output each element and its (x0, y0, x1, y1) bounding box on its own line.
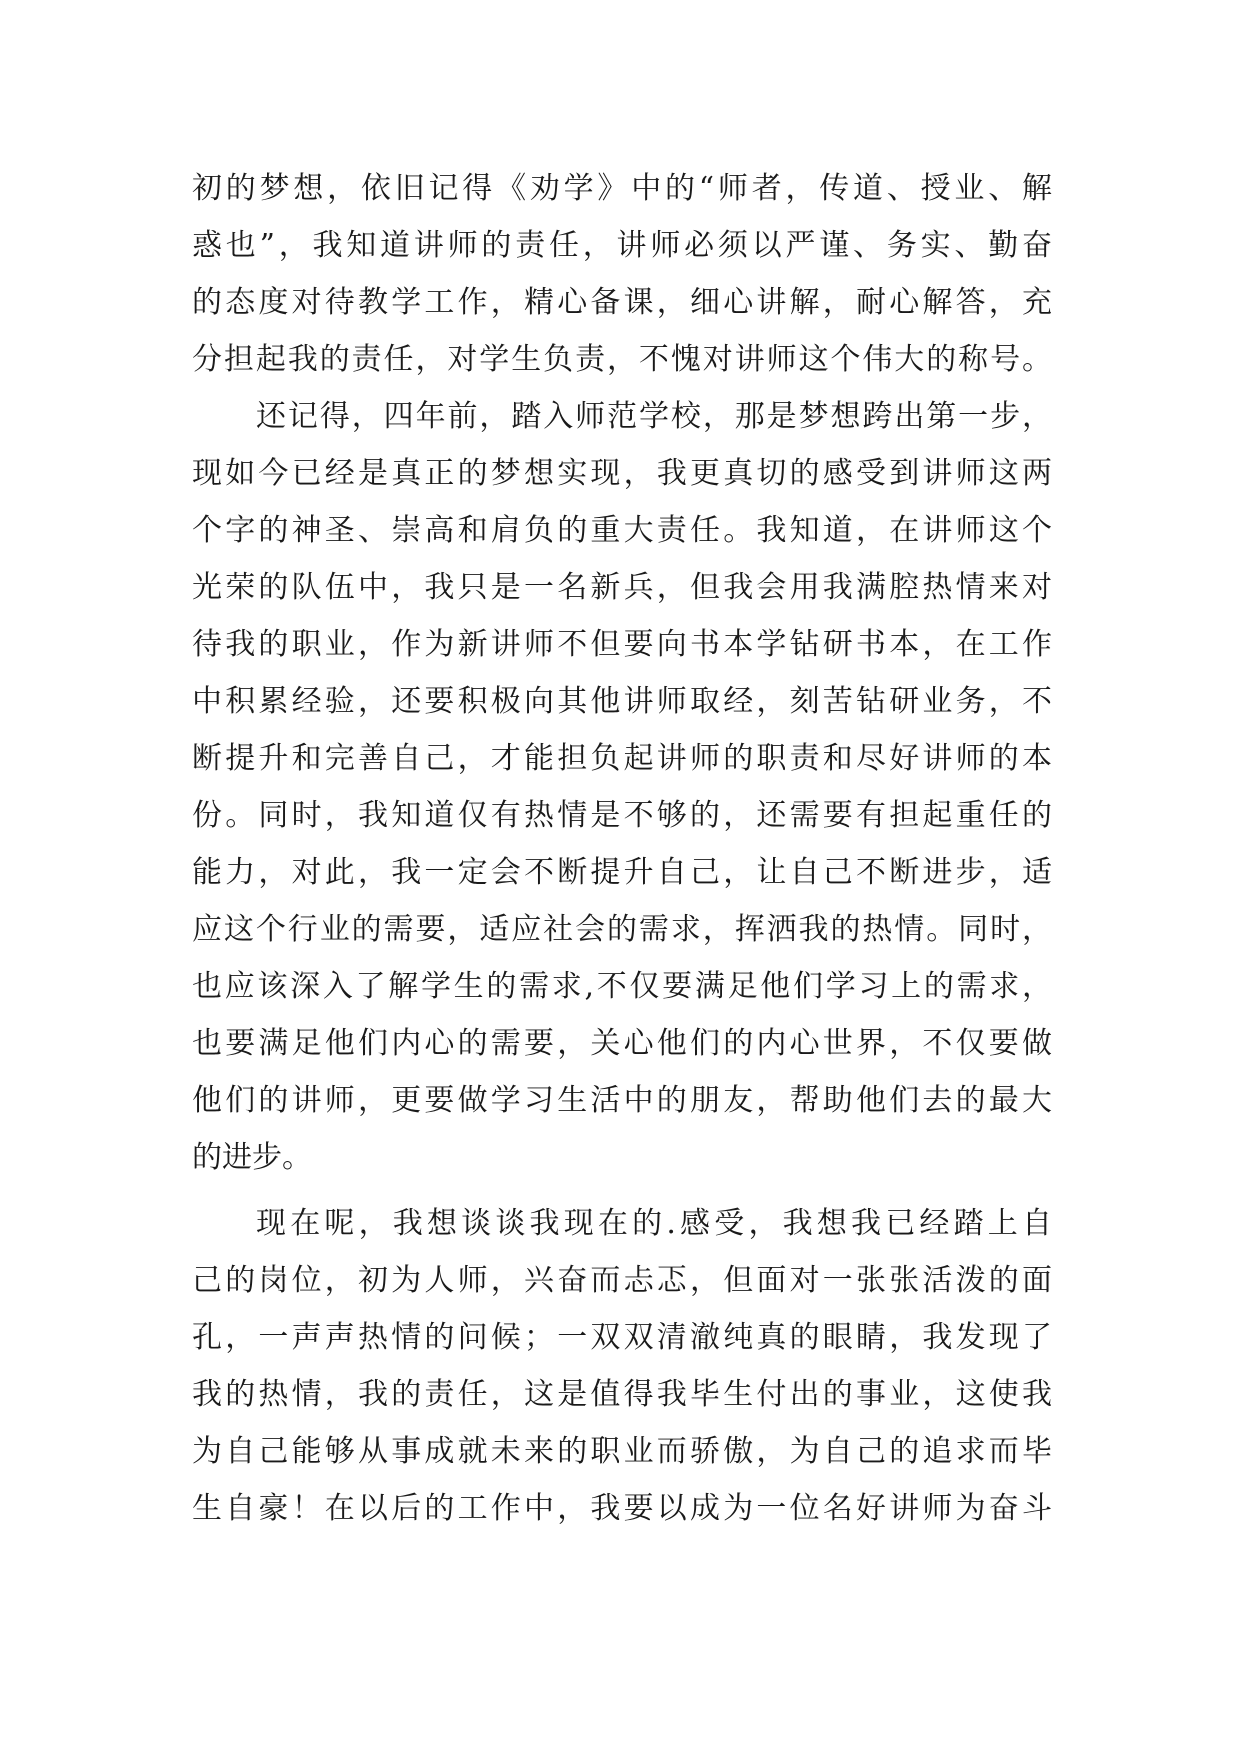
text-line: 分担起我的责任，对学生负责，不愧对讲师这个伟大的称号。 (192, 342, 1052, 377)
text-line: 份。同时，我知道仅有热情是不够的，还需要有担起重任的 (192, 798, 1052, 833)
paragraph-2 (192, 388, 1052, 1186)
text-line: 个字的神圣、崇高和肩负的重大责任。我知道，在讲师这个 (192, 513, 1052, 548)
paragraph-3 (192, 1195, 1052, 1537)
paragraph-1 (192, 160, 1052, 388)
text-line: 能力，对此，我一定会不断提升自己，让自己不断进步，适 (192, 855, 1052, 890)
text-line: 现如今已经是真正的梦想实现，我更真切的感受到讲师这两 (192, 456, 1052, 491)
text-line: 中积累经验，还要积极向其他讲师取经，刻苦钻研业务，不 (192, 684, 1052, 719)
text-line: 为自己能够从事成就未来的职业而骄傲，为自己的追求而毕 (192, 1434, 1052, 1469)
text-line: 还记得，四年前，踏入师范学校，那是梦想跨出第一步， (256, 399, 1052, 434)
text-line: 也应该深入了解学生的需求,不仅要满足他们学习上的需求， (192, 969, 1052, 1004)
text-line: 待我的职业，作为新讲师不但要向书本学钻研书本，在工作 (192, 627, 1052, 662)
text-line: 孔，一声声热情的问候；一双双清澈纯真的眼睛，我发现了 (192, 1320, 1052, 1355)
text-line: 他们的讲师，更要做学习生活中的朋友，帮助他们去的最大 (192, 1083, 1052, 1118)
text-line: 也要满足他们内心的需要，关心他们的内心世界，不仅要做 (192, 1026, 1052, 1061)
text-line: 应这个行业的需要，适应社会的需求，挥洒我的热情。同时， (192, 912, 1052, 947)
text-line: 光荣的队伍中，我只是一名新兵，但我会用我满腔热情来对 (192, 570, 1052, 605)
text-line: 我的热情，我的责任，这是值得我毕生付出的事业，这使我 (192, 1377, 1052, 1412)
paragraph-spacer (192, 1186, 1052, 1195)
text-line: 初的梦想，依旧记得《劝学》中的“师者，传道、授业、解 (192, 171, 1052, 206)
text-line: 的态度对待教学工作，精心备课，细心讲解，耐心解答，充 (192, 285, 1052, 320)
text-line: 惑也”，我知道讲师的责任，讲师必须以严谨、务实、勤奋 (192, 228, 1052, 263)
text-line: 现在呢，我想谈谈我现在的.感受，我想我已经踏上自 (256, 1206, 1052, 1241)
text-line: 生自豪！在以后的工作中，我要以成为一位名好讲师为奋斗 (192, 1491, 1052, 1526)
text-line: 断提升和完善自己，才能担负起讲师的职责和尽好讲师的本 (192, 741, 1052, 776)
text-line: 的进步。 (192, 1140, 312, 1175)
body-text (192, 160, 1052, 1537)
text-line: 己的岗位，初为人师，兴奋而忐忑，但面对一张张活泼的面 (192, 1263, 1052, 1298)
